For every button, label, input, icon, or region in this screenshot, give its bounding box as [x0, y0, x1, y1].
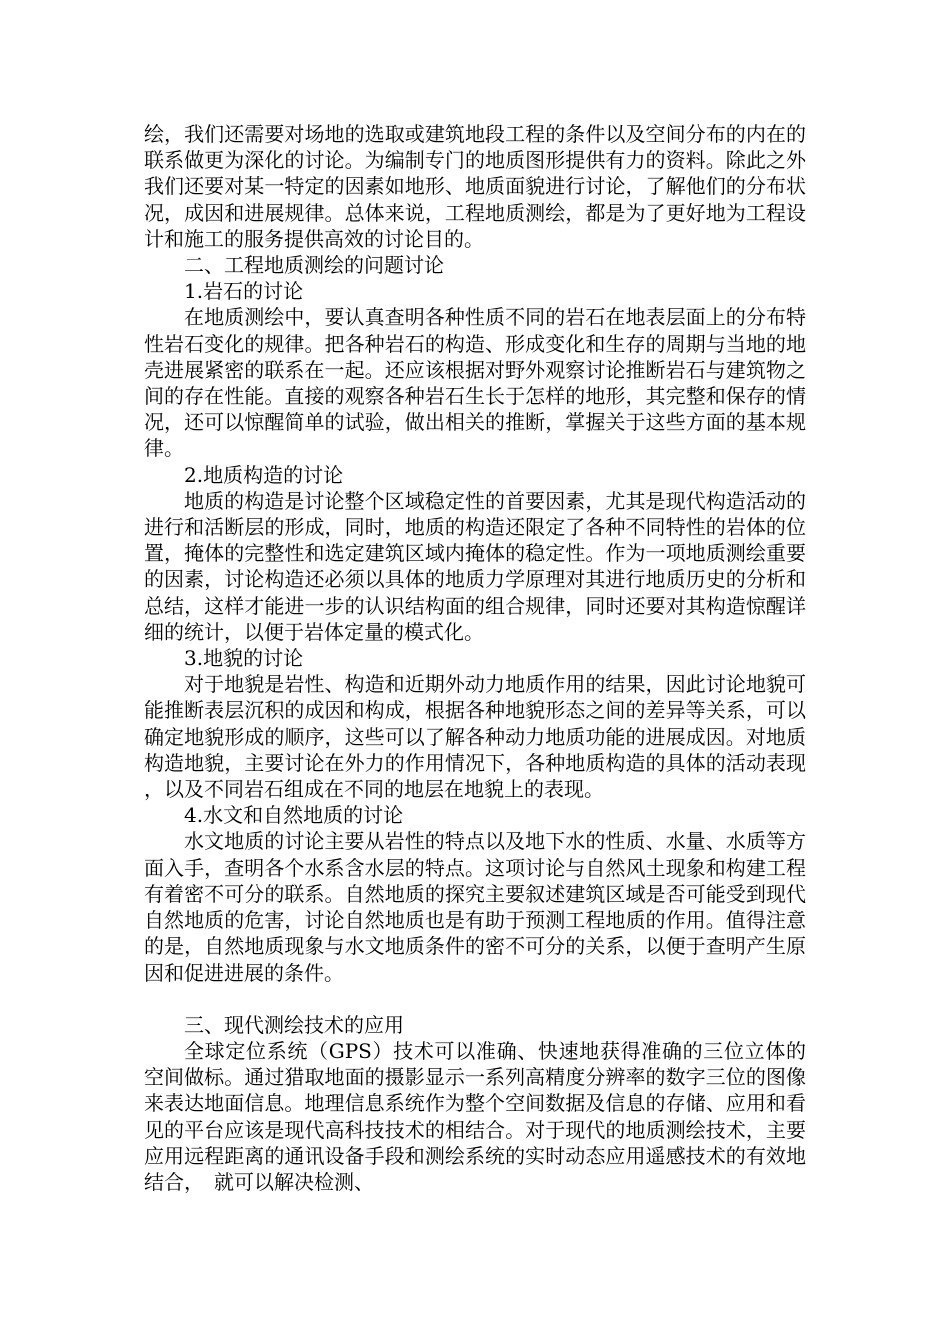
section-heading-2: 二、工程地质测绘的问题讨论 — [184, 253, 444, 278]
paragraph-intro-continuation: 绘，我们还需要对场地的选取或建筑地段工程的条件以及空间分布的内在的联系做更为深化的讨论。为编制专门的地质图形提供有力的资料。除此之外我们还要对某一特定的因素如地形、地质面貌进行讨论，了解他们的分布状况，成因和进展规律。总体来说，工程地质测绘，都是为了更好地为工程设计和施工的服务提供高效的讨论目的。 — [144, 122, 806, 251]
paragraph-structure: 地质的构造是讨论整个区域稳定性的首要因素，尤其是现代构造活动的进行和活断层的形成，同时，地质的构造还限定了各种不同特性的岩体的位置，掩体的完整性和选定建筑区域内掩体的稳定性。作为一项地质测绘重要的因素，讨论构造还必须以具体的地质力学原理对其进行地质历史的分析和总结，这样才能进一步的认识结构面的组合规律，同时还要对其构造惊醒详细的统计，以便于岩体定量的模式化。 — [144, 488, 806, 644]
document-body — [144, 121, 806, 1195]
paragraph-hydrology: 水文地质的讨论主要从岩性的特点以及地下水的性质、水量、水质等方面入手，查明各个水系含水层的特点。这项讨论与自然风土现象和构建工程有着密不可分的联系。自然地质的探究主要叙述建筑区域是否可能受到现代自然地质的危害，讨论自然地质也是有助于预测工程地质的作用。值得注意的是，自然地质现象与水文地质条件的密不可分的关系，以便于查明产生原因和促进进展的条件。 — [144, 829, 806, 985]
subsection-heading-landform: 3.地貌的讨论 — [184, 646, 304, 671]
paragraph-landform: 对于地貌是岩性、构造和近期外动力地质作用的结果，因此讨论地貌可能推断表层沉积的成因和构成，根据各种地貌形态之间的差异等关系，可以确定地貌形成的顺序，这些可以了解各种动力地质功能的进展成因。对地质构造地貌，主要讨论在外力的作用情况下，各种地质构造的具体的活动表现，以及不同岩石组成在不同的地层在地貌上的表现。 — [144, 672, 806, 802]
section-heading-3: 三、现代测绘技术的应用 — [184, 1012, 404, 1037]
paragraph-rock: 在地质测绘中，要认真查明各种性质不同的岩石在地表层面上的分布特性岩石变化的规律。把各种岩石的构造、形成变化和生存的周期与当地的地壳进展紧密的联系在一起。还应该根据对野外观察讨论推断岩石与建筑物之间的存在性能。直接的观察各种岩石生长于怎样的地形，其完整和保存的情况，还可以惊醒简单的试验，做出相关的推断，掌握关于这些方面的基本规律。 — [144, 305, 806, 461]
paragraph-modern-tech: 全球定位系统（GPS）技术可以准确、快速地获得准确的三位立体的空间做标。通过猎取地面的摄影显示一系列高精度分辨率的数字三位的图像来表达地面信息。地理信息系统作为整个空间数据及信息的存储、应用和看见的平台应该是现代高科技技术的相结合。对于现代的地质测绘技术，主要应用远程距离的通讯设备手段和测绘系统的实时动态应用遥感技术的有效地结合， 就可以解决检测、 — [144, 1038, 806, 1194]
subsection-heading-hydrology: 4.水文和自然地质的讨论 — [184, 803, 404, 828]
subsection-heading-structure: 2.地质构造的讨论 — [184, 462, 344, 487]
subsection-heading-rock: 1.岩石的讨论 — [184, 279, 304, 304]
